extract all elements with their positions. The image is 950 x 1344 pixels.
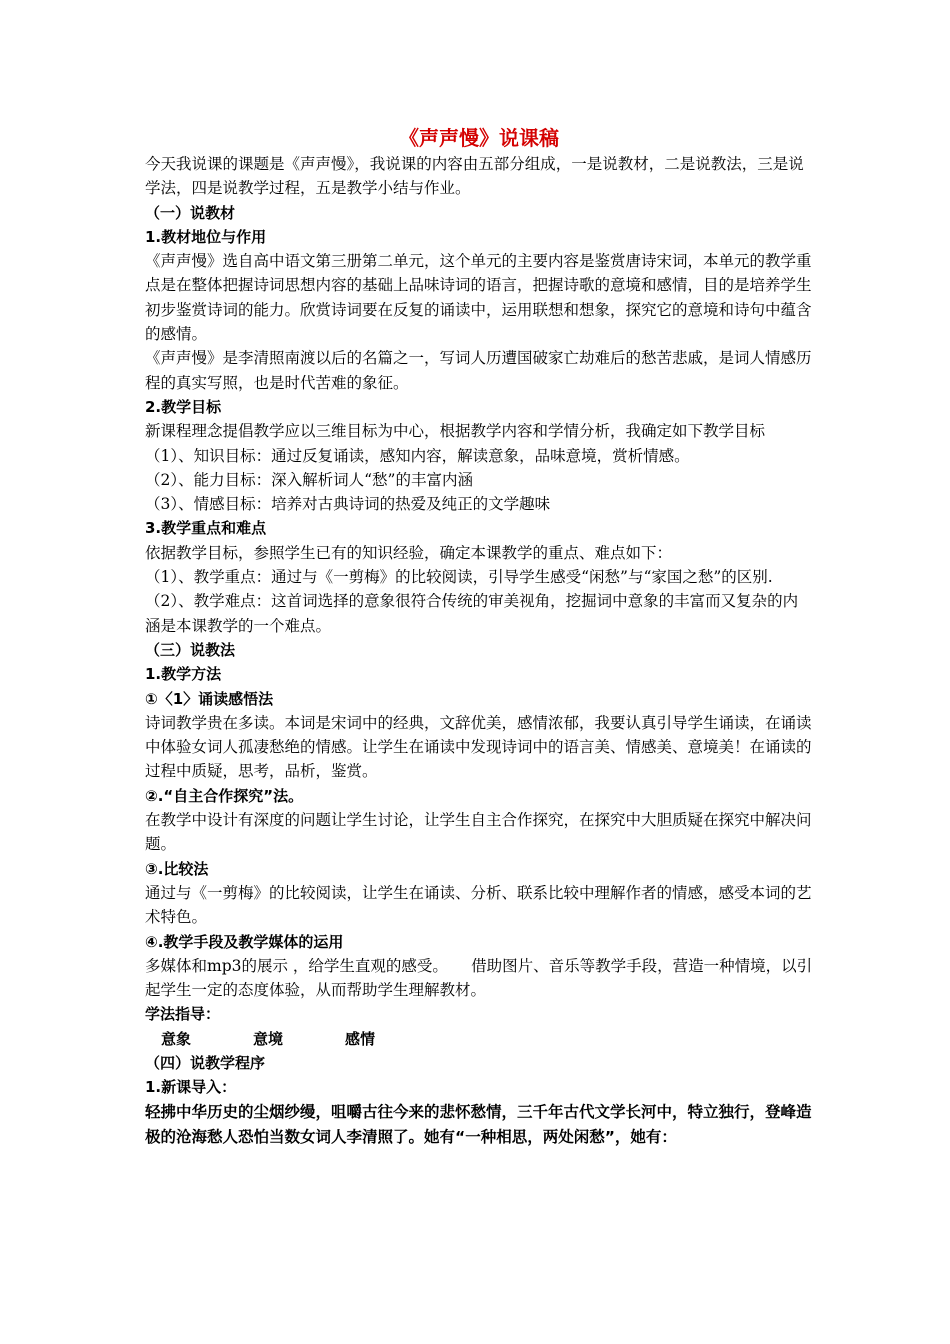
section-heading-teaching-method: （三）说教法 bbox=[145, 640, 236, 659]
method-heading: ①〈1〉诵读感悟法 bbox=[145, 689, 274, 708]
study-guide-heading: 学法指导： bbox=[145, 1005, 221, 1024]
section-heading-teaching-material: （一）说教材 bbox=[145, 203, 236, 222]
study-terms bbox=[145, 1027, 813, 1051]
method-heading: ④.教学手段及教学媒体的运用 bbox=[145, 932, 344, 951]
paragraph: 诗词教学贵在多读。本词是宋词中的经典，文辞优美，感情浓郁，我要认真引导学生诵读，在诵读中体验女词人孤凄愁绝的情感。让学生在诵读中发现诗词中的语言美、情感美、意境美！在诵读的过程中质疑，思考，品析，鉴赏。 bbox=[145, 713, 812, 781]
subheading-methods: 1.教学方法 bbox=[145, 665, 222, 684]
paragraph: 在教学中设计有深度的问题让学生讨论，让学生自主合作探究，在探究中大胆质疑在探究中解决问题。 bbox=[145, 811, 812, 854]
section-heading-teaching-procedure: （四）说教学程序 bbox=[145, 1053, 266, 1072]
document-page bbox=[145, 124, 813, 1150]
page-title: 《声声慢》说课稿 bbox=[399, 126, 559, 150]
intro-paragraph: 今天我说课的课题是《声声慢》，我说课的内容由五部分组成，一是说教材，二是说教法，三是说学法，四是说教学过程，五是教学小结与作业。 bbox=[145, 155, 804, 198]
goal-item: （3）、情感目标：培养对古典诗词的热爱及纯正的文学趣味 bbox=[145, 495, 551, 514]
paragraph: 新课程理念提倡教学应以三维目标为中心，根据教学内容和学情分析，我确定如下教学目标 bbox=[145, 422, 766, 441]
key-point-item: （2）、教学难点：这首词选择的意象很符合传统的审美视角，挖掘词中意象的丰富而又复杂的内涵是本课教学的一个难点。 bbox=[145, 592, 799, 635]
subheading-key-points: 3.教学重点和难点 bbox=[145, 519, 267, 538]
subheading-introduction: 1.新课导入： bbox=[145, 1078, 237, 1097]
method-heading: ②.“自主合作探究”法。 bbox=[145, 786, 304, 805]
paragraph: 多媒体和mp3的展示 ，给学生直观的感受。 借助图片、音乐等教学手段，营造一种情境，以引起学生一定的态度体验，从而帮助学生理解教材。 bbox=[145, 956, 813, 1000]
method-heading: ③.比较法 bbox=[145, 859, 209, 878]
key-point-item: （1）、教学重点：通过与《一剪梅》的比较阅读，引导学生感受“闲愁”与“家国之愁”的区别. bbox=[145, 568, 773, 587]
paragraph: 通过与《一剪梅》的比较阅读，让学生在诵读、分析、联系比较中理解作者的情感，感受本词的艺术特色。 bbox=[145, 883, 812, 927]
term: 意象 bbox=[161, 1029, 192, 1048]
paragraph: 《声声慢》选自高中语文第三册第二单元，这个单元的主要内容是鉴赏唐诗宋词，本单元的教学重点是在整体把握诗词思想内容的基础上品味诗词的语言，把握诗歌的意境和感情，目的是培养学生初步鉴赏诗词的能力。欣赏诗词要在反复的诵读中，运用联想和想象，探究它的意境和诗句中蕴含的感情。 bbox=[145, 252, 812, 344]
paragraph: 依据教学目标，参照学生已有的知识经验，确定本课教学的重点、难点如下： bbox=[145, 543, 673, 562]
goal-item: （2）、能力目标：深入解析词人“愁”的丰富内涵 bbox=[145, 470, 473, 489]
paragraph-bold: 轻拂中华历史的尘烟纱缦，咀嚼古往今来的悲怀愁情，三千年古代文学长河中，特立独行，登峰造极的沧海愁人恐怕当数女词人李清照了。她有“一种相思，两处闲愁”，她有： bbox=[145, 1102, 812, 1146]
subheading-material-position: 1.教材地位与作用 bbox=[145, 227, 267, 246]
term: 意境 bbox=[253, 1029, 284, 1048]
paragraph: 《声声慢》是李清照南渡以后的名篇之一，写词人历遭国破家亡劫难后的愁苦悲戚，是词人情感历程的真实写照，也是时代苦难的象征。 bbox=[145, 349, 812, 392]
goal-item: （1）、知识目标：通过反复诵读，感知内容，解读意象，品味意境，赏析情感。 bbox=[145, 446, 690, 465]
term: 感情 bbox=[345, 1029, 376, 1048]
subheading-teaching-goals: 2.教学目标 bbox=[145, 397, 222, 416]
